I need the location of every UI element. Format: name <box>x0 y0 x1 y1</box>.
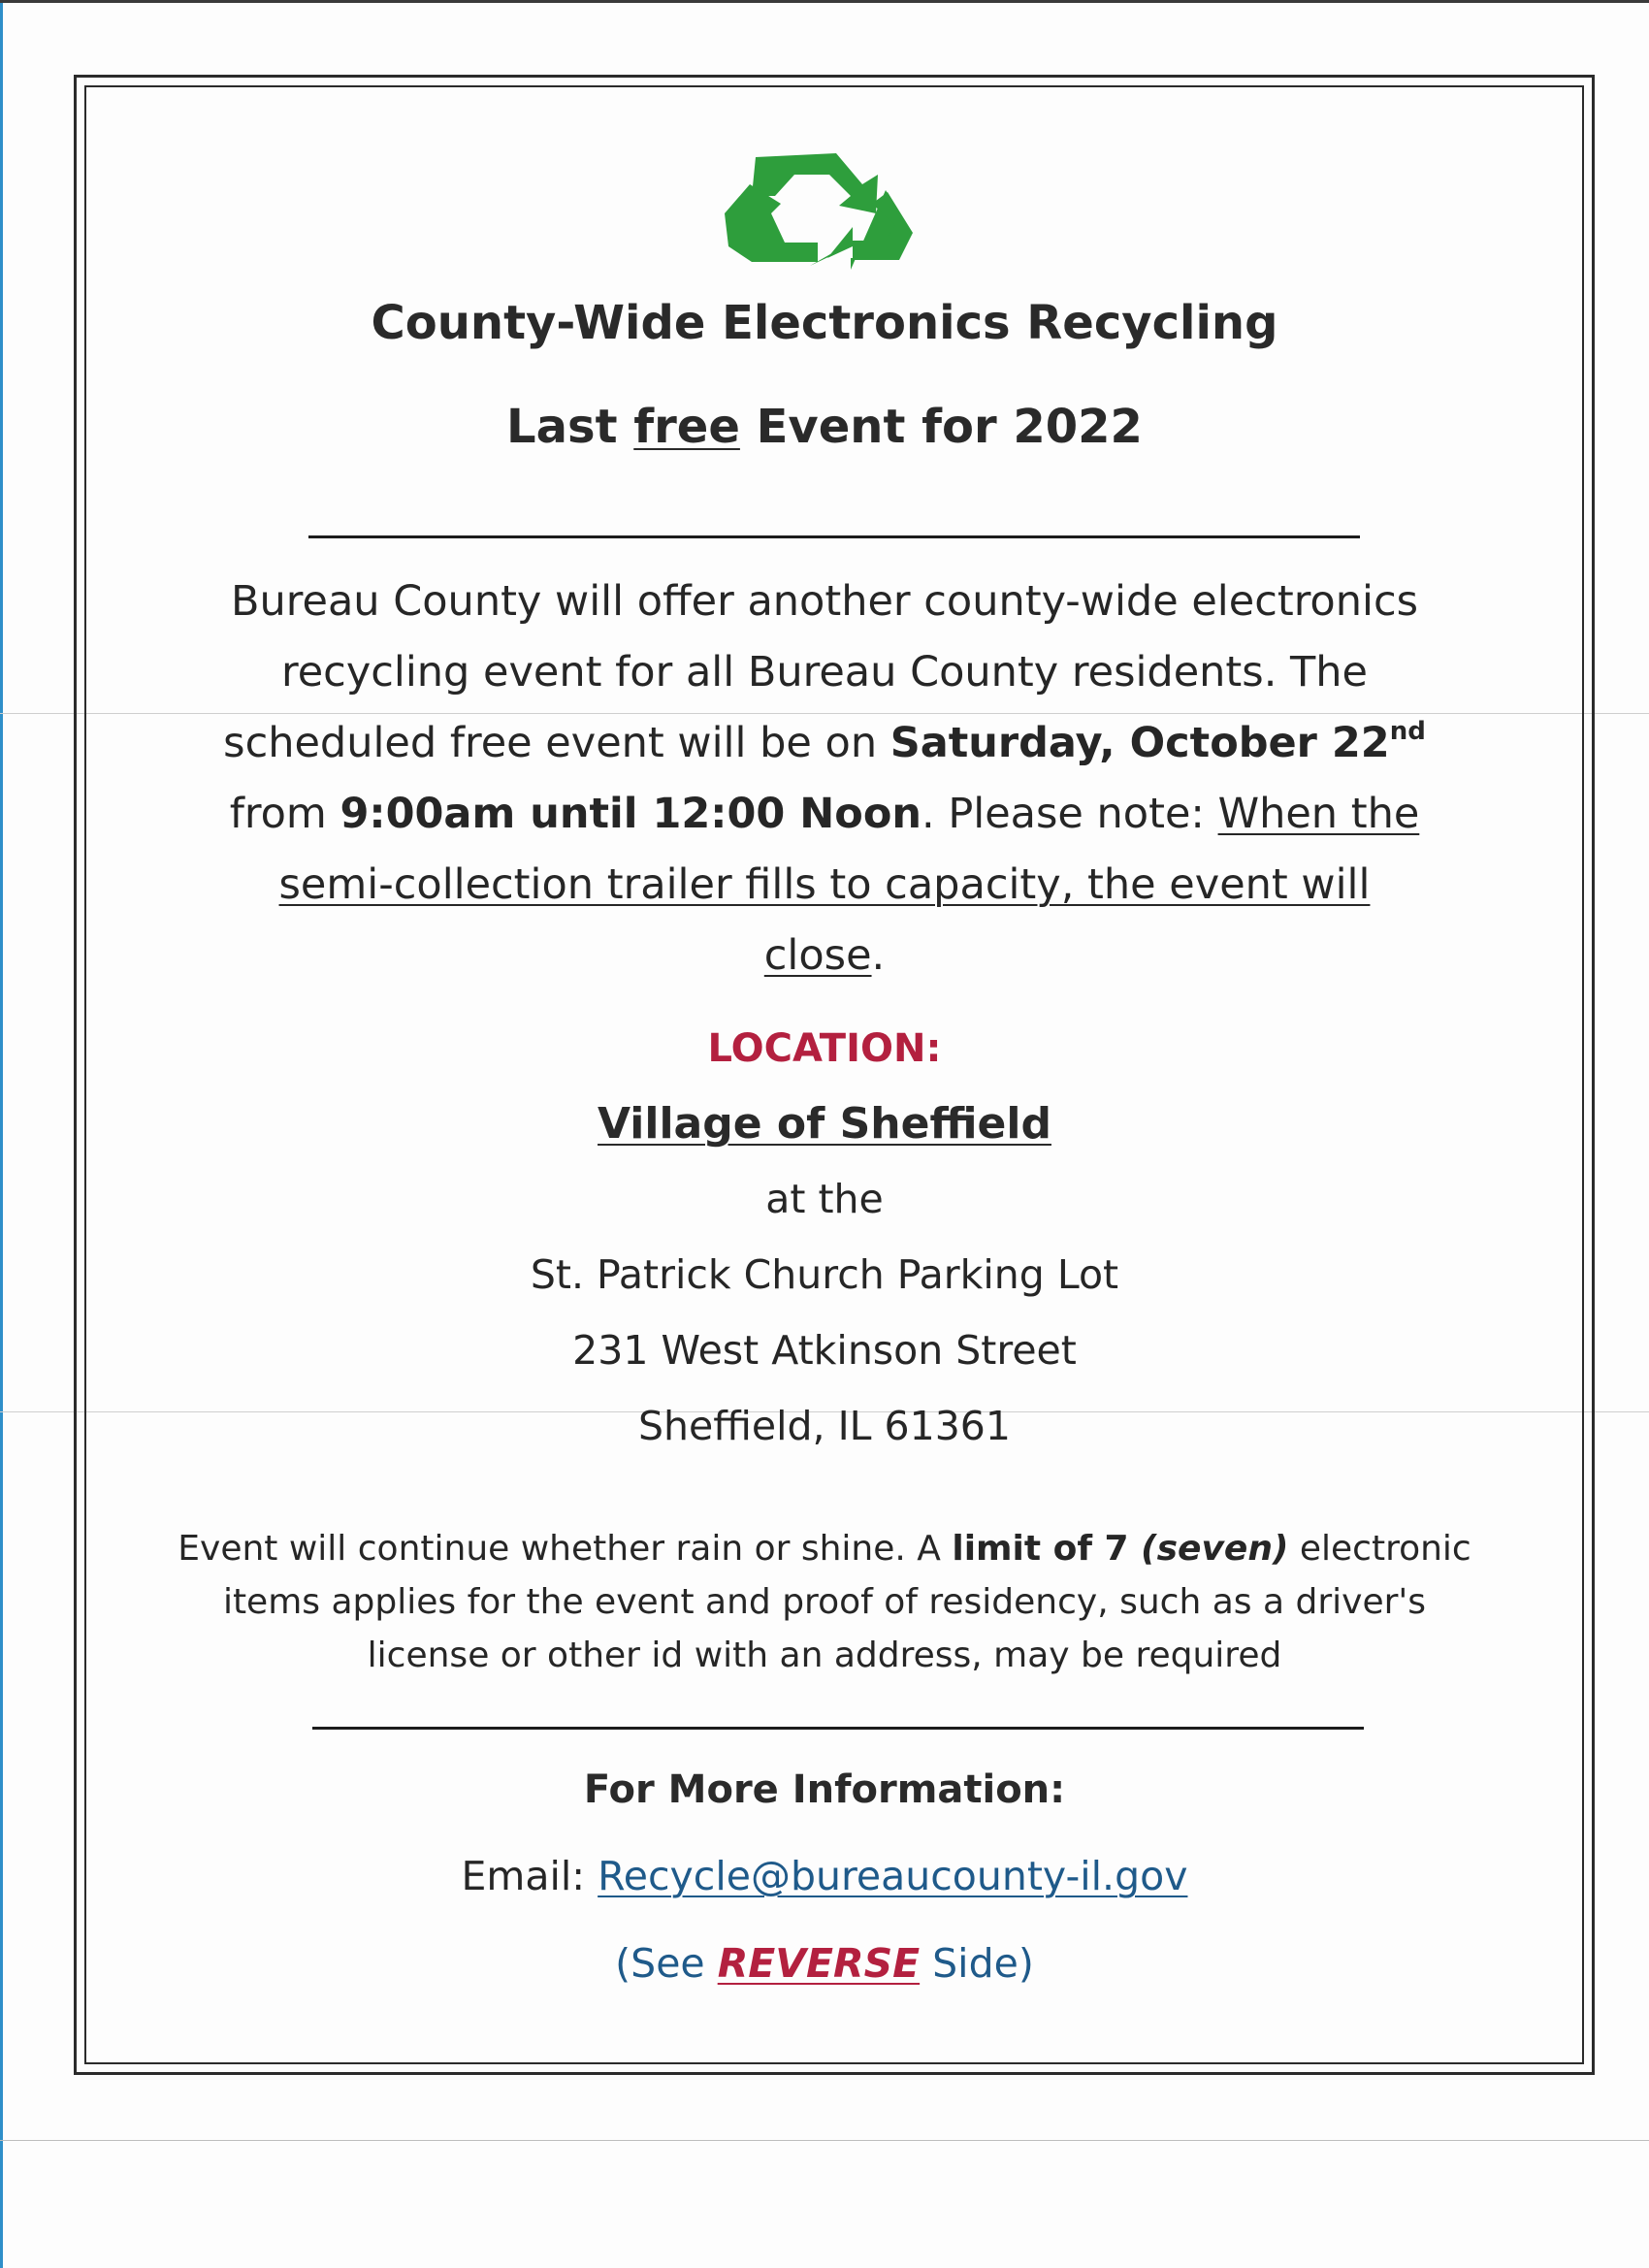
location-at: at the <box>765 1176 884 1222</box>
free-underlined: free <box>633 400 740 454</box>
event-date: Saturday, October 22 <box>889 719 1390 767</box>
event-time: 9:00am until 12:00 Noon <box>340 790 922 838</box>
scan-edge-left <box>0 0 3 2268</box>
see-reverse-note: (See REVERSE Side) <box>615 1940 1034 1987</box>
location-heading: LOCATION: <box>707 1026 942 1071</box>
item-limit: limit of 7 <box>952 1529 1142 1569</box>
location-street: 231 West Atkinson Street <box>572 1327 1077 1374</box>
intro-line-3: scheduled free event will be on Saturday, October 22nd <box>223 717 1426 767</box>
intro-line-4: from 9:00am until 12:00 Noon. Please note: When the <box>229 790 1420 838</box>
intro-line-2: recycling event for all Bureau County residents. The <box>280 648 1368 697</box>
divider-bottom <box>312 1727 1364 1730</box>
location-city: Sheffield, IL 61361 <box>638 1403 1011 1449</box>
reverse-emphasis: REVERSE <box>717 1940 921 1987</box>
location-place: St. Patrick Church Parking Lot <box>530 1251 1119 1298</box>
location-venue: Village of Sheffield <box>598 1099 1051 1149</box>
notice-line-2: items applies for the event and proof of residency, such as a driver's <box>222 1582 1427 1622</box>
recycle-icon <box>705 146 957 270</box>
page-title: County-Wide Electronics Recycling <box>371 296 1278 350</box>
notice-line-3: license or other id with an address, may be required <box>367 1636 1282 1675</box>
intro-line-5: semi-collection trailer fills to capacity, the event will <box>278 860 1371 909</box>
subtitle: Last free Event for 2022 <box>506 400 1143 454</box>
scan-edge-top <box>0 0 1649 3</box>
intro-line-1: Bureau County will offer another county-wide electronics <box>231 577 1418 626</box>
divider-top <box>308 535 1360 538</box>
email-label: Email: <box>461 1853 598 1899</box>
intro-line-6: close. <box>763 931 886 980</box>
info-heading: For More Information: <box>583 1767 1066 1812</box>
notice-line-1: Event will continue whether rain or shine. A limit of 7 (seven) electronic <box>178 1529 1471 1569</box>
email-link[interactable]: Recycle@bureaucounty-il.gov <box>598 1853 1188 1899</box>
email-line <box>146 1853 1504 1899</box>
page-edge-line <box>0 2140 1649 2141</box>
